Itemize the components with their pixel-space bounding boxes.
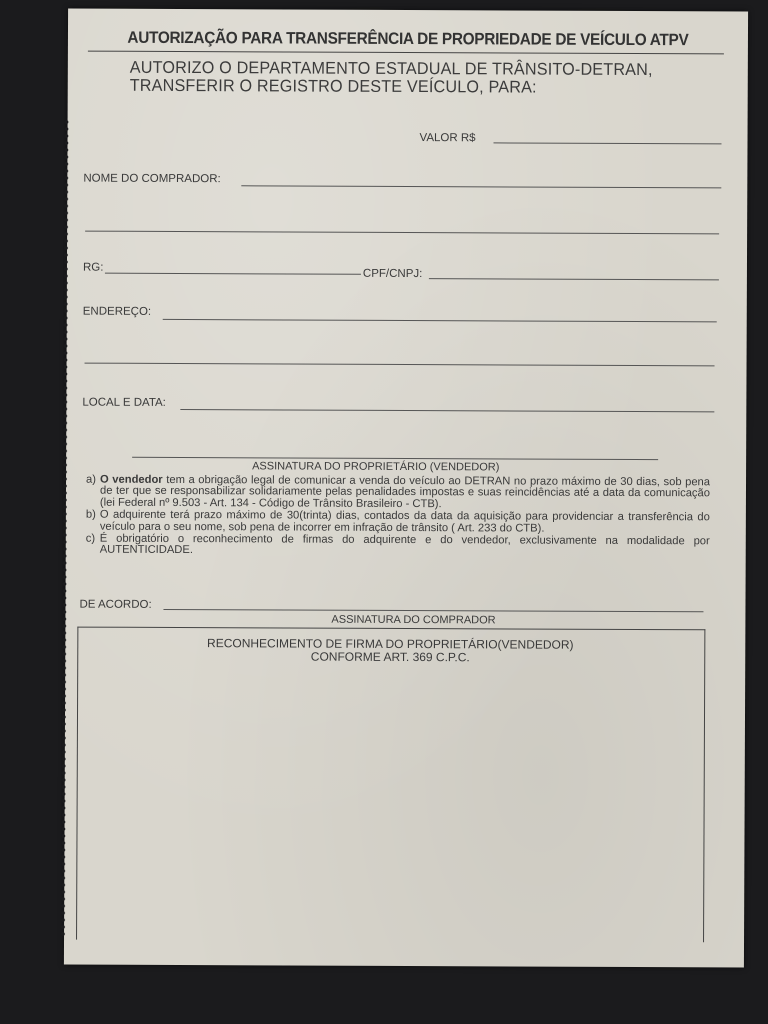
buyer-name-field[interactable] [241, 185, 721, 188]
note-b-key: b) [85, 508, 96, 521]
note-a [86, 475, 710, 512]
address-field-line-2[interactable] [85, 363, 715, 367]
legal-notes [86, 475, 710, 561]
authorization-line-1: AUTORIZO O DEPARTAMENTO ESTADUAL DE TRÂNSITO-DETRAN, [129, 57, 653, 80]
valor-label: VALOR R$ [419, 132, 476, 145]
notary-box-title [77, 637, 703, 666]
perforated-edge [60, 119, 70, 939]
authorization-text [130, 59, 653, 97]
notary-box-title-line-2: CONFORME ART. 369 C.P.C. [310, 649, 470, 665]
note-a-key: a) [86, 473, 97, 486]
buyer-name-field-line-2[interactable] [85, 231, 719, 235]
rg-field[interactable] [105, 273, 361, 275]
cpf-cnpj-field[interactable] [429, 278, 719, 280]
agreement-label: DE ACORDO: [79, 598, 152, 611]
seller-signature-line[interactable] [132, 457, 658, 460]
notary-box-title-line-1: RECONHECIMENTO DE FIRMA DO PROPRIETÁRIO(VENDEDOR) [207, 636, 574, 652]
address-field[interactable] [163, 319, 717, 322]
note-c-text: É obrigatório o reconhecimento de firmas do adquirente e do vendedor, exclusivamente na modalidade por AUTENTICIDADE. [99, 532, 710, 557]
title-underline [88, 51, 724, 55]
seller-signature-caption: ASSINATURA DO PROPRIETÁRIO (VENDEDOR) [252, 460, 500, 474]
notary-recognition-box[interactable] [76, 627, 705, 943]
note-c-key: c) [85, 532, 96, 545]
buyer-signature-line[interactable] [163, 609, 703, 612]
buyer-name-label: NOME DO COMPRADOR: [83, 172, 221, 186]
valor-field[interactable] [494, 142, 722, 144]
address-label: ENDEREÇO: [82, 305, 152, 318]
note-a-bold: O vendedor [100, 473, 163, 486]
note-b [86, 510, 710, 536]
note-c [86, 534, 710, 560]
place-date-label: LOCAL E DATA: [82, 396, 166, 409]
cpf-cnpj-label: CPF/CNPJ: [362, 267, 423, 281]
note-b-text: O adquirente terá prazo máximo de 30(trinta) dias, contados da data da aquisição para providenciar a transferência do veículo para o seu nome, sob pena de incorrer em infração de trânsito ( Art. 233 do CTB). [99, 508, 710, 535]
form-title: AUTORIZAÇÃO PARA TRANSFERÊNCIA DE PROPRIEDADE DE VEÍCULO ATPV [127, 28, 689, 50]
authorization-line-2: TRANSFERIR O REGISTRO DESTE VEÍCULO, PARA: [129, 75, 537, 97]
buyer-signature-caption: ASSINATURA DO COMPRADOR [331, 613, 496, 627]
place-date-field[interactable] [180, 409, 714, 412]
note-a-text: tem a obrigação legal de comunicar a venda do veículo ao DETRAN no prazo máximo de 30 dias, sob pena de ter que se responsabilizar solidariamente pelas penalidades impostas e suas reincidências até a data da comunicação (lei Federal nº 9.503 - Art. 134 - Código de Trânsito Brasileiro - CTB). [99, 473, 711, 510]
rg-label: RG: [82, 261, 104, 274]
atpv-form [64, 9, 748, 968]
